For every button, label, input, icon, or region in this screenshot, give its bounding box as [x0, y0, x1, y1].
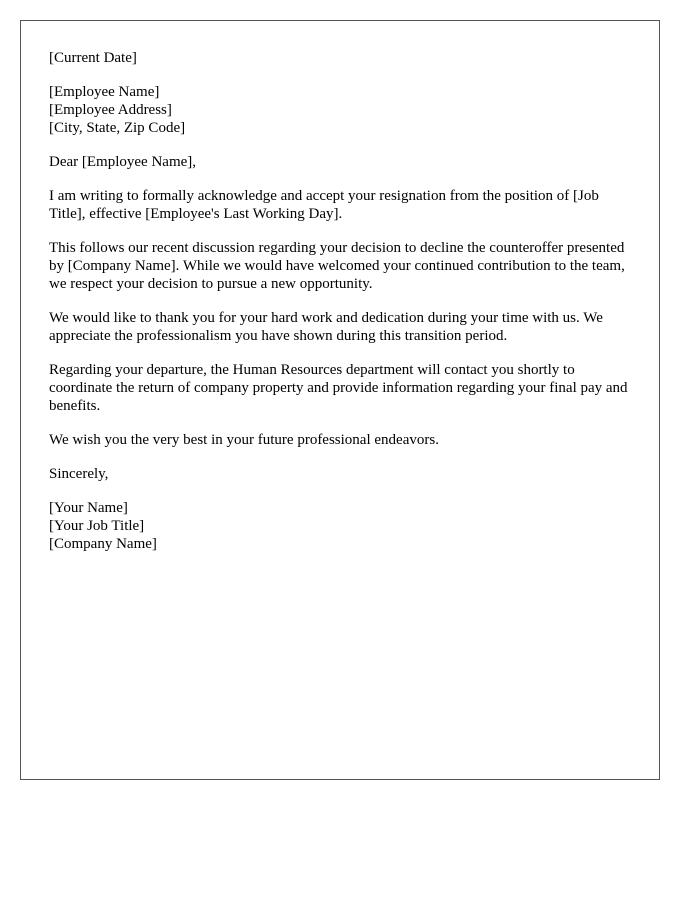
- date-block: [49, 49, 631, 67]
- signer-name: [Your Name]: [49, 500, 128, 516]
- signer-company: [Company Name]: [49, 536, 157, 552]
- recipient-address: [Employee Address]: [49, 102, 172, 118]
- letter-page: [20, 20, 660, 780]
- signature-block: [49, 499, 631, 553]
- letter-date: [Current Date]: [49, 50, 137, 66]
- salutation: Dear [Employee Name],: [49, 154, 197, 170]
- recipient-name: [Employee Name]: [49, 84, 160, 100]
- recipient-address-block: [49, 83, 631, 137]
- body-paragraph-thanks: We would like to thank you for your hard work and dedication during your time with us. We appreciate the professionalism you have shown during this transition period.: [49, 310, 603, 344]
- body-paragraph-acceptance: I am writing to formally acknowledge and accept your resignation from the position of [Job Title], effective [Employee's Last Working Day].: [49, 188, 599, 222]
- closing: Sincerely,: [49, 466, 109, 482]
- body-paragraph-wishes: We wish you the very best in your future professional endeavors.: [49, 432, 439, 448]
- signer-job-title: [Your Job Title]: [49, 518, 145, 534]
- body-paragraph-counteroffer: This follows our recent discussion regarding your decision to decline the counteroffer presented by [Company Name]. While we would have welcomed your continued contribution to the team, we respect your decision to pursue a new opportunity.: [49, 240, 625, 292]
- recipient-city-state-zip: [City, State, Zip Code]: [49, 120, 186, 136]
- body-paragraph-departure: Regarding your departure, the Human Resources department will contact you shortly to coordinate the return of company property and provide information regarding your final pay and benefits.: [49, 362, 628, 414]
